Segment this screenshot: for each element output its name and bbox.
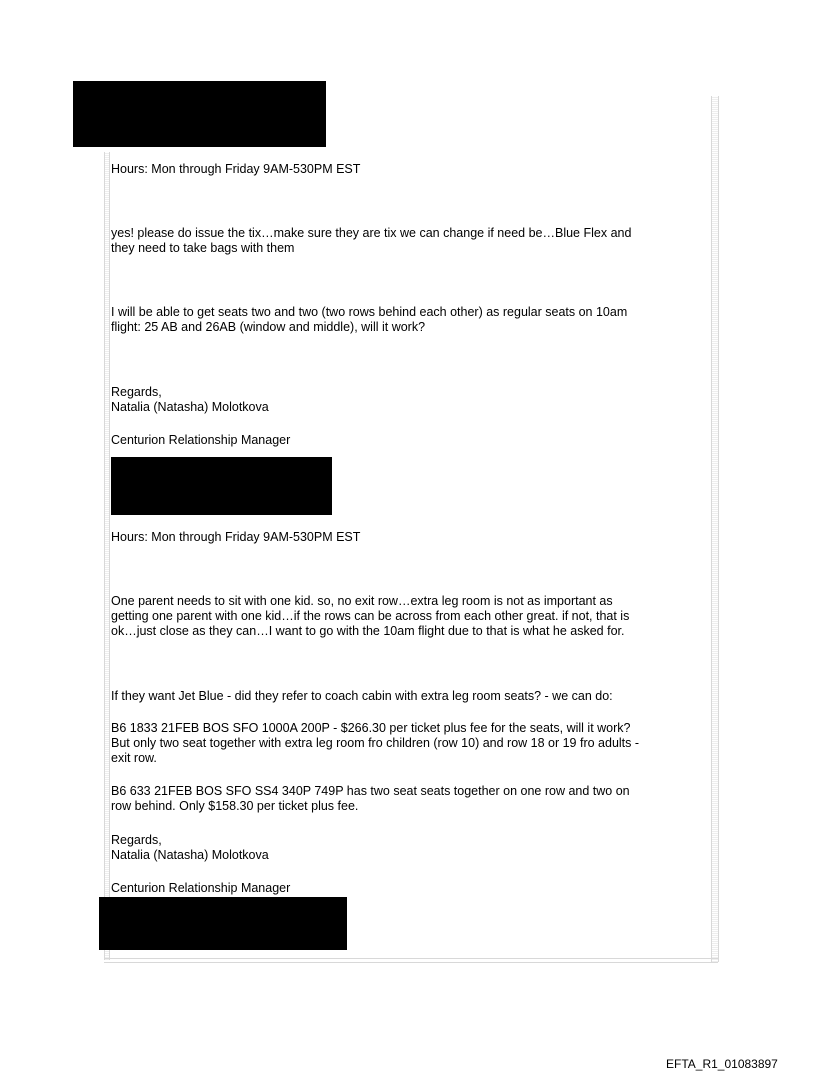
message-yes-line-2: they need to take bags with them [111,241,295,255]
message-jetblue: If they want Jet Blue - did they refer to coach cabin with extra leg room seats? - we can do: [111,689,613,703]
hours-line-1: Hours: Mon through Friday 9AM-530PM EST [111,162,361,176]
signature-title-1: Centurion Relationship Manager [111,433,291,447]
flight-option-2-line-2: row behind. Only $158.30 per ticket plus fee. [111,799,359,813]
message-seats-line-1: I will be able to get seats two and two (two rows behind each other) as regular seats on 10am [111,305,628,319]
signature-title-2: Centurion Relationship Manager [111,881,291,895]
redaction-block-bottom [99,897,347,950]
hours-line-2: Hours: Mon through Friday 9AM-530PM EST [111,530,361,544]
flight-option-1-line-2: But only two seat together with extra leg room fro children (row 10) and row 18 or 19 fro adults - [111,736,640,750]
left-border-rule [104,152,110,960]
message-seats-line-2: flight: 25 AB and 26AB (window and middle), will it work? [111,320,426,334]
flight-option-1-line-3: exit row. [111,751,157,765]
signature-name-2: Natalia (Natasha) Molotkova [111,848,269,862]
regards-2: Regards, [111,833,162,847]
message-parent-line-3: ok…just close as they can…I want to go with the 10am flight due to that is what he asked for. [111,624,625,638]
redaction-block-top [73,81,326,147]
redaction-block-middle [111,457,332,515]
flight-option-1-line-1: B6 1833 21FEB BOS SFO 1000A 200P - $266.30 per ticket plus fee for the seats, will it work? [111,721,631,735]
message-parent-line-2: getting one parent with one kid…if the rows can be across from each other great. if not, that is [111,609,630,623]
right-border-rule [711,96,719,962]
signature-name-1: Natalia (Natasha) Molotkova [111,400,269,414]
regards-1: Regards, [111,385,162,399]
message-yes-line-1: yes! please do issue the tix…make sure they are tix we can change if need be…Blue Flex and [111,226,632,240]
flight-option-2-line-1: B6 633 21FEB BOS SFO SS4 340P 749P has two seat seats together on one row and two on [111,784,630,798]
bottom-border-rule [104,958,718,963]
message-parent-line-1: One parent needs to sit with one kid. so, no exit row…extra leg room is not as important as [111,594,613,608]
document-id: EFTA_R1_01083897 [666,1057,778,1071]
